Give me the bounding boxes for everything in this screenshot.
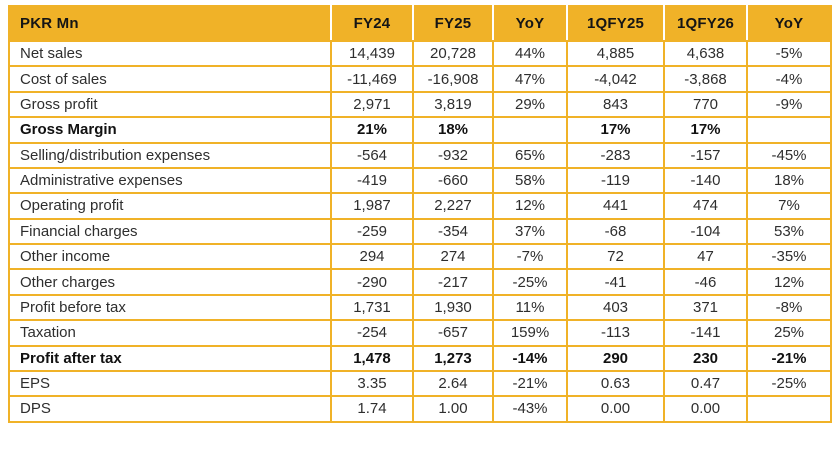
value-cell: 17% xyxy=(567,117,664,142)
value-cell: -4% xyxy=(747,66,831,91)
value-cell: 47 xyxy=(664,244,747,269)
value-cell: 58% xyxy=(493,168,567,193)
value-cell: 0.00 xyxy=(664,396,747,421)
table-row xyxy=(9,219,831,244)
table-row xyxy=(9,193,831,218)
value-cell: -8% xyxy=(747,295,831,320)
value-cell: 17% xyxy=(664,117,747,142)
value-cell: 159% xyxy=(493,320,567,345)
value-cell: -43% xyxy=(493,396,567,421)
value-cell: -217 xyxy=(413,269,493,294)
value-cell: -141 xyxy=(664,320,747,345)
value-cell: 18% xyxy=(747,168,831,193)
column-header: 1QFY26 xyxy=(664,6,747,41)
value-cell: 44% xyxy=(493,41,567,66)
value-cell: -283 xyxy=(567,143,664,168)
value-cell: 12% xyxy=(493,193,567,218)
value-cell: 0.00 xyxy=(567,396,664,421)
table-row xyxy=(9,168,831,193)
value-cell: 21% xyxy=(331,117,413,142)
column-header: FY25 xyxy=(413,6,493,41)
row-label: Other charges xyxy=(9,269,331,294)
value-cell: 843 xyxy=(567,92,664,117)
value-cell: 1,731 xyxy=(331,295,413,320)
value-cell: 441 xyxy=(567,193,664,218)
value-cell: 12% xyxy=(747,269,831,294)
row-label: Selling/distribution expenses xyxy=(9,143,331,168)
value-cell: -259 xyxy=(331,219,413,244)
column-header: YoY xyxy=(493,6,567,41)
row-label: Profit before tax xyxy=(9,295,331,320)
value-cell: -660 xyxy=(413,168,493,193)
value-cell: -254 xyxy=(331,320,413,345)
value-cell: -5% xyxy=(747,41,831,66)
table-row xyxy=(9,66,831,91)
value-cell: 1,930 xyxy=(413,295,493,320)
row-label: Financial charges xyxy=(9,219,331,244)
value-cell: 14,439 xyxy=(331,41,413,66)
row-label: Other income xyxy=(9,244,331,269)
value-cell: -564 xyxy=(331,143,413,168)
table-row xyxy=(9,396,831,421)
row-label: Cost of sales xyxy=(9,66,331,91)
value-cell: -419 xyxy=(331,168,413,193)
value-cell xyxy=(493,117,567,142)
value-cell: -9% xyxy=(747,92,831,117)
table-body xyxy=(9,41,831,422)
value-cell: 37% xyxy=(493,219,567,244)
value-cell: -11,469 xyxy=(331,66,413,91)
value-cell: 2,227 xyxy=(413,193,493,218)
value-cell: -4,042 xyxy=(567,66,664,91)
value-cell: -25% xyxy=(747,371,831,396)
row-label: DPS xyxy=(9,396,331,421)
table-row xyxy=(9,244,831,269)
column-header: 1QFY25 xyxy=(567,6,664,41)
value-cell: -354 xyxy=(413,219,493,244)
table-header-row xyxy=(9,6,831,41)
value-cell: 290 xyxy=(567,346,664,371)
table-row xyxy=(9,320,831,345)
value-cell: 1.00 xyxy=(413,396,493,421)
value-cell: 371 xyxy=(664,295,747,320)
value-cell: 20,728 xyxy=(413,41,493,66)
value-cell: 65% xyxy=(493,143,567,168)
value-cell: 1,478 xyxy=(331,346,413,371)
column-header: YoY xyxy=(747,6,831,41)
table-row xyxy=(9,117,831,142)
value-cell: 770 xyxy=(664,92,747,117)
unit-label-header: PKR Mn xyxy=(9,6,331,41)
table-row xyxy=(9,295,831,320)
row-label: Gross profit xyxy=(9,92,331,117)
value-cell: -104 xyxy=(664,219,747,244)
value-cell: 11% xyxy=(493,295,567,320)
value-cell: 474 xyxy=(664,193,747,218)
value-cell: 3.35 xyxy=(331,371,413,396)
table-row xyxy=(9,143,831,168)
row-label: Profit after tax xyxy=(9,346,331,371)
value-cell: -3,868 xyxy=(664,66,747,91)
value-cell: 3,819 xyxy=(413,92,493,117)
value-cell: -68 xyxy=(567,219,664,244)
value-cell xyxy=(747,396,831,421)
value-cell: -41 xyxy=(567,269,664,294)
row-label: Taxation xyxy=(9,320,331,345)
row-label: Administrative expenses xyxy=(9,168,331,193)
value-cell: -21% xyxy=(493,371,567,396)
value-cell: 1,273 xyxy=(413,346,493,371)
value-cell: 25% xyxy=(747,320,831,345)
value-cell: 4,885 xyxy=(567,41,664,66)
table-row xyxy=(9,346,831,371)
table-row xyxy=(9,269,831,294)
value-cell: 1,987 xyxy=(331,193,413,218)
row-label: EPS xyxy=(9,371,331,396)
value-cell: 72 xyxy=(567,244,664,269)
value-cell: -21% xyxy=(747,346,831,371)
table-row xyxy=(9,92,831,117)
value-cell: -657 xyxy=(413,320,493,345)
value-cell: -7% xyxy=(493,244,567,269)
value-cell: 29% xyxy=(493,92,567,117)
table-row xyxy=(9,371,831,396)
table-row xyxy=(9,41,831,66)
value-cell: 294 xyxy=(331,244,413,269)
value-cell: -290 xyxy=(331,269,413,294)
value-cell: 0.47 xyxy=(664,371,747,396)
value-cell: 18% xyxy=(413,117,493,142)
value-cell xyxy=(747,117,831,142)
value-cell: 1.74 xyxy=(331,396,413,421)
value-cell: 230 xyxy=(664,346,747,371)
value-cell: 2.64 xyxy=(413,371,493,396)
row-label: Net sales xyxy=(9,41,331,66)
value-cell: -25% xyxy=(493,269,567,294)
value-cell: -113 xyxy=(567,320,664,345)
row-label: Gross Margin xyxy=(9,117,331,142)
row-label: Operating profit xyxy=(9,193,331,218)
value-cell: -35% xyxy=(747,244,831,269)
value-cell: -46 xyxy=(664,269,747,294)
value-cell: -14% xyxy=(493,346,567,371)
value-cell: 4,638 xyxy=(664,41,747,66)
value-cell: -157 xyxy=(664,143,747,168)
value-cell: -16,908 xyxy=(413,66,493,91)
income-statement-table xyxy=(8,5,832,423)
value-cell: 274 xyxy=(413,244,493,269)
column-header: FY24 xyxy=(331,6,413,41)
value-cell: -140 xyxy=(664,168,747,193)
value-cell: 53% xyxy=(747,219,831,244)
value-cell: -932 xyxy=(413,143,493,168)
value-cell: -45% xyxy=(747,143,831,168)
value-cell: -119 xyxy=(567,168,664,193)
value-cell: 47% xyxy=(493,66,567,91)
value-cell: 0.63 xyxy=(567,371,664,396)
value-cell: 403 xyxy=(567,295,664,320)
value-cell: 2,971 xyxy=(331,92,413,117)
value-cell: 7% xyxy=(747,193,831,218)
